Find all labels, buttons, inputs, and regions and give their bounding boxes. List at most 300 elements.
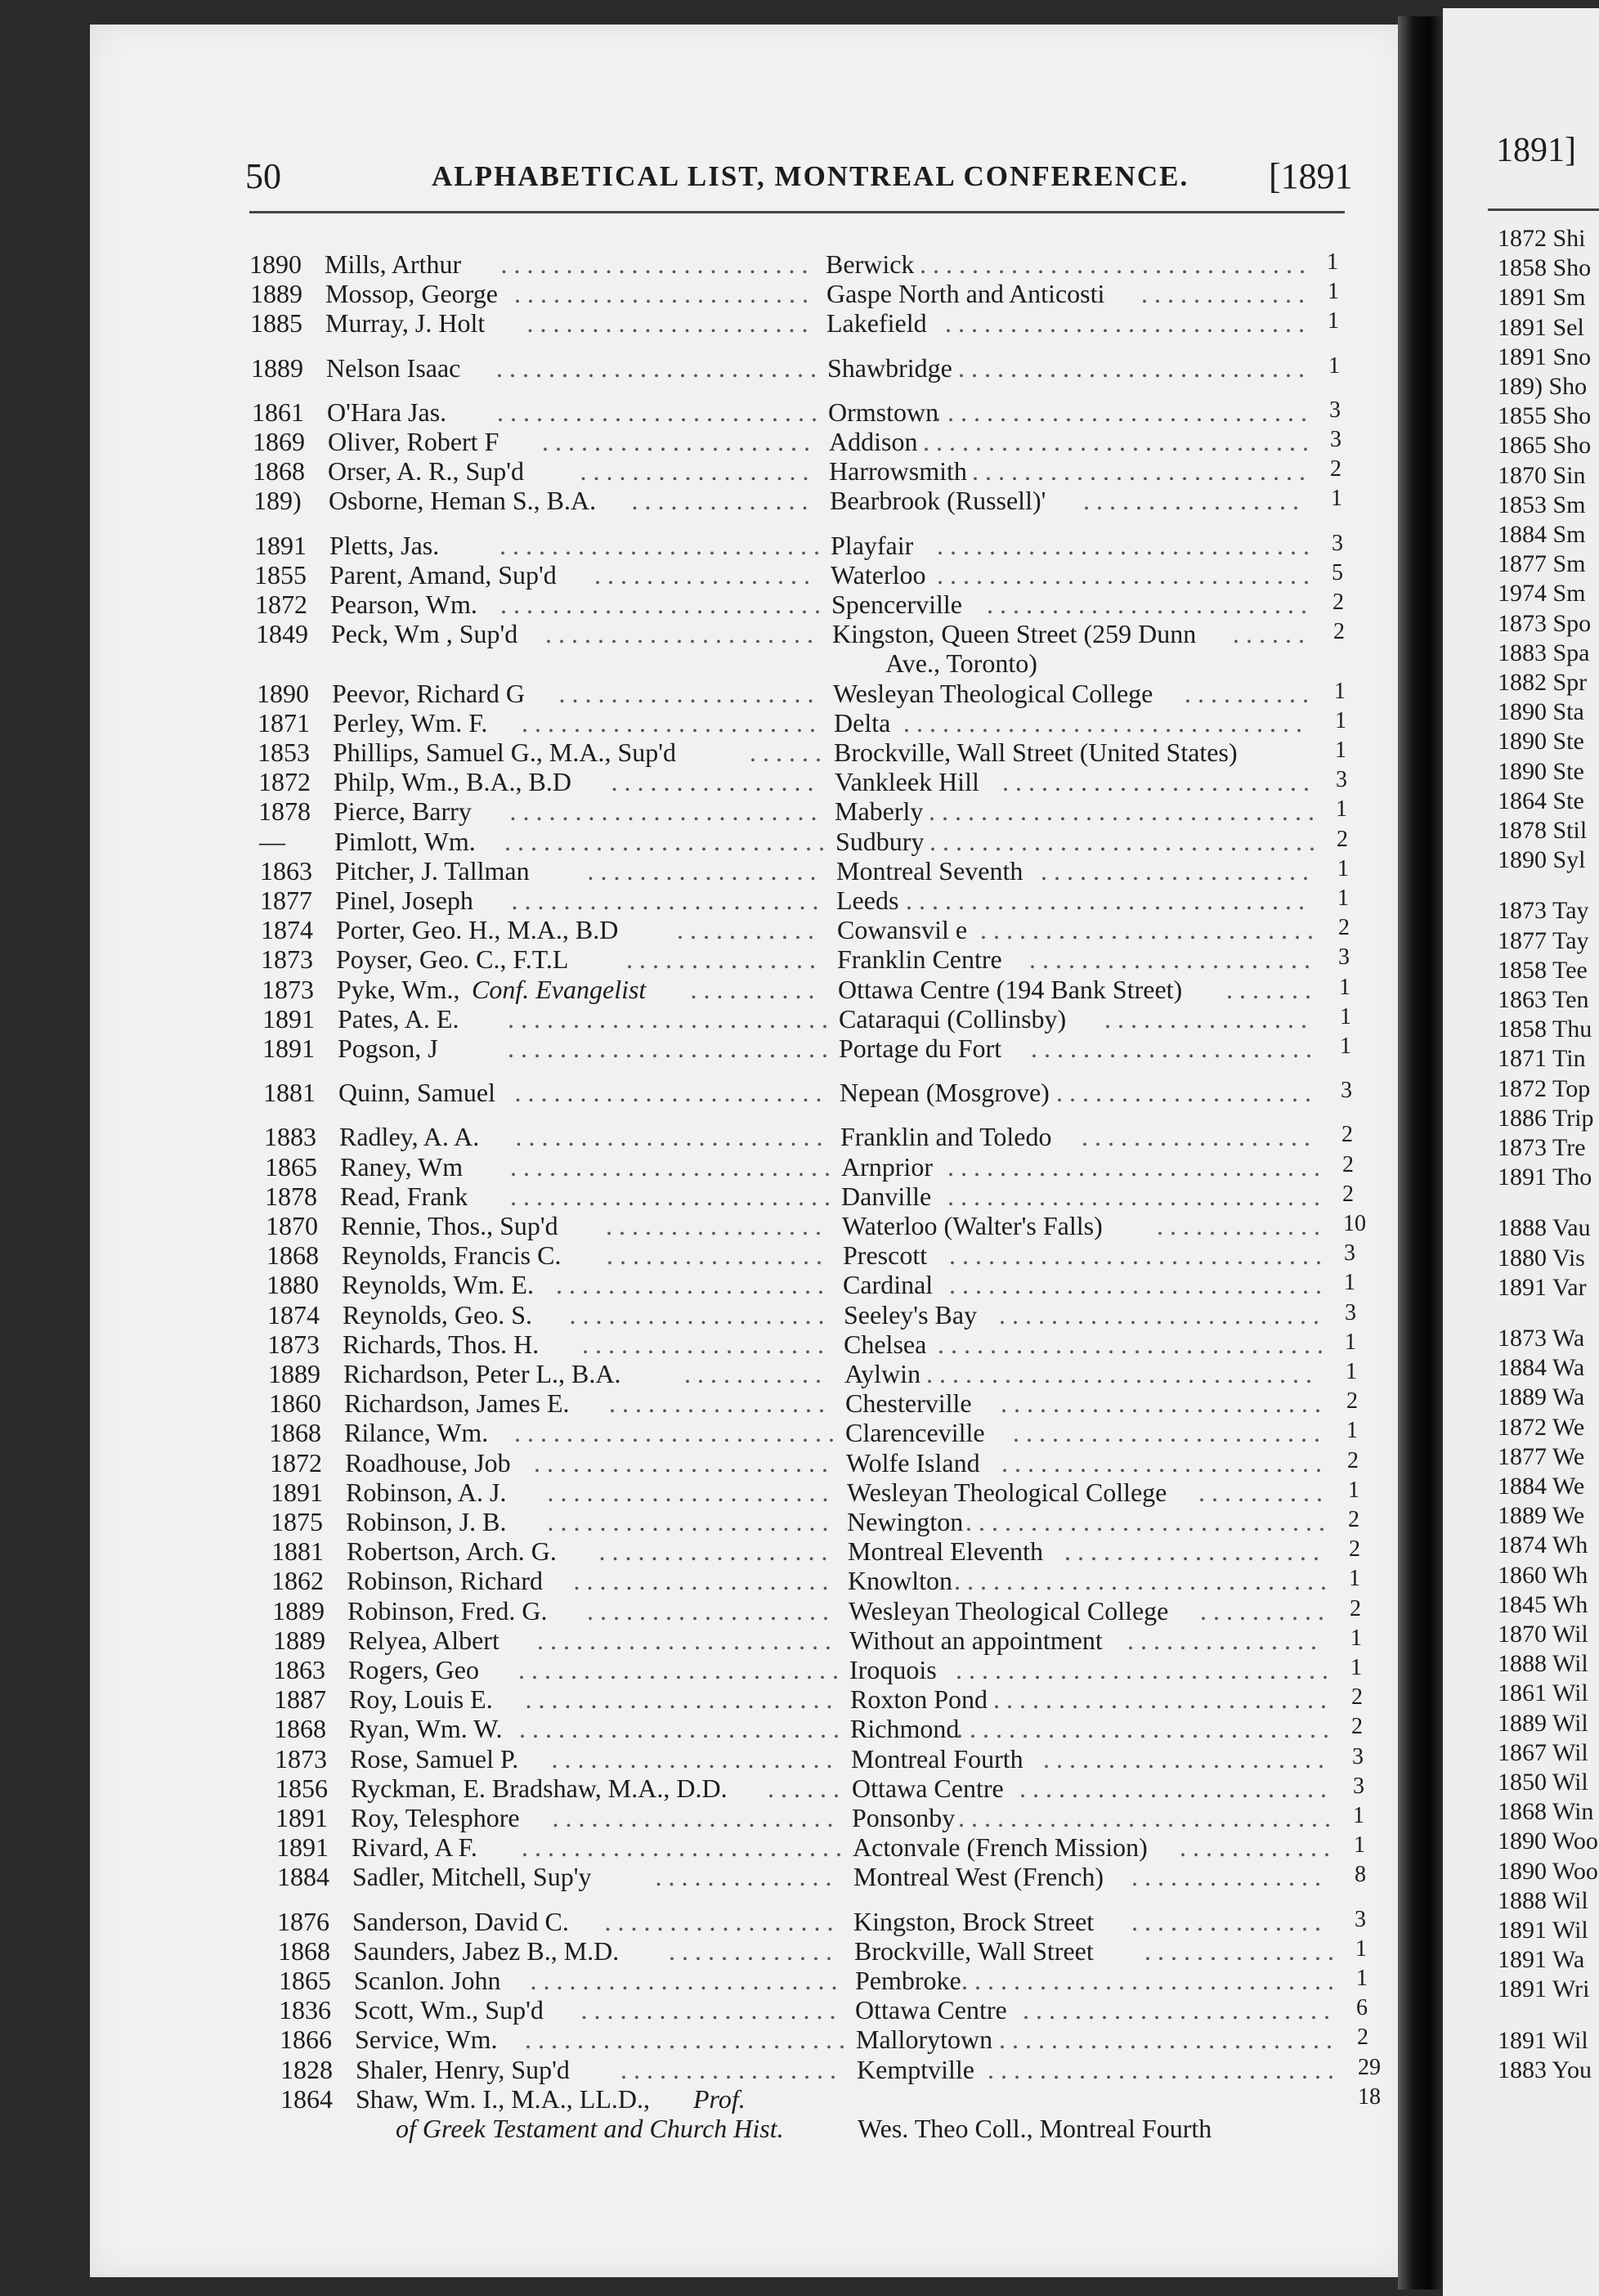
leader-dots: . . . . . . . . . . . . . . . .	[1104, 1003, 1307, 1034]
entry-years-count: 1	[1331, 486, 1342, 512]
list-item	[250, 308, 1346, 338]
leader-dots: . . . . . . . . . . . . . . . . . . . . . . . . . . . . .	[954, 1566, 1327, 1596]
list-item	[254, 560, 1350, 590]
leader-dots: . . . . . . . . . . . . . . . . . . . . . . . .	[500, 249, 808, 279]
list-item	[269, 1418, 1364, 1447]
entry-name: Pinel, Joseph	[335, 886, 473, 915]
entry-name: Reynolds, Geo. S.	[343, 1299, 532, 1330]
entry-name: Ryckman, E. Bradshaw, M.A., D.D.	[351, 1773, 728, 1803]
entry-circuit: Ormstown	[828, 397, 939, 427]
leader-dots: . . . . . . . . . . . .	[1180, 1832, 1330, 1863]
list-item	[273, 1655, 1368, 1684]
entry-name: Orser, A. R., Sup'd	[328, 456, 525, 487]
right-list-item: 1889 Wa	[1498, 1383, 1585, 1411]
list-item	[260, 856, 1355, 886]
leader-dots: . . . . . . . . . . . . . . .	[1131, 1906, 1321, 1936]
entry-circuit: Kemptville	[857, 2054, 974, 2084]
entry-year: —	[259, 826, 285, 856]
entry-circuit: Clarenceville	[845, 1418, 985, 1448]
entry-years-count: 2	[1342, 1151, 1354, 1177]
list-item	[265, 1152, 1360, 1182]
entry-circuit: Harrowsmith	[829, 456, 967, 487]
entry-name: Pimlott, Wm.	[334, 826, 476, 856]
entry-circuit: Playfair	[831, 530, 914, 560]
right-list-item: 1880 Vis	[1498, 1244, 1585, 1271]
right-list-item: 1886 Trip	[1498, 1104, 1594, 1132]
entry-year: 1870	[266, 1211, 318, 1240]
leader-dots: . . . . . . . . . . . . . . . . . . . . . . . . . . . . . . .	[906, 886, 1305, 915]
entry-name: Pitcher, J. Tallman	[335, 855, 530, 886]
list-item	[269, 1388, 1364, 1418]
entry-years-count: 2	[1350, 1595, 1361, 1621]
entry-name: Peck, Wm , Sup'd	[331, 619, 518, 649]
entry-year: 1868	[269, 1418, 321, 1448]
leader-dots: . . . . . . . . . . . . . . . . . . . . . . . . . . . .	[965, 1507, 1325, 1536]
entry-circuit: Seeley's Bay	[844, 1299, 978, 1330]
leader-dots: . . . . . . . . . . . . . . . . . . . . .	[545, 619, 813, 649]
leader-dots: . . . . . . . . . . . . . . . . . . . . . . . . .	[1001, 1388, 1321, 1419]
leader-dots: . . . . . . . . . . . . . . . . . . . . . . . . .	[508, 1034, 828, 1063]
entry-years-count: 3	[1332, 530, 1343, 556]
leader-dots: . . . . . . . . . . . . . . . . . .	[604, 1906, 834, 1936]
leader-dots: . . . . . . . . . . . . . . . . . .	[1082, 1122, 1310, 1152]
entry-years-count: 3	[1355, 1906, 1366, 1932]
right-list-item: 1874 Wh	[1498, 1531, 1588, 1559]
leader-dots: . . . . . . . . . . . . . . . . . . . . . .	[1043, 1743, 1324, 1774]
entry-circuit: Cardinal	[843, 1270, 934, 1300]
entry-years-count: 1	[1328, 308, 1339, 334]
list-item	[261, 944, 1356, 974]
entry-circuit: Wesleyan Theological College	[833, 678, 1153, 708]
leader-dots: . . . . . . . . . . . . . . . . . . . . . . . .	[1023, 1995, 1330, 2025]
leader-dots: . . . . . . . . . . . . . . . . . . . . . . .	[514, 279, 808, 309]
entry-name: Robinson, Richard	[347, 1566, 543, 1596]
leader-dots: . . . . . . . . . . . . . . . . . . . .	[573, 1566, 829, 1596]
list-item	[275, 1803, 1371, 1832]
leader-dots: . . . . . . . . . . . . . . . . . . . . . . .	[537, 1625, 831, 1655]
entry-years-count: 1	[1350, 1655, 1362, 1680]
leader-dots: . . . . . . . . . . . . . . . . . . . . . . . . .	[504, 826, 825, 856]
right-list-item: 1891 Wil	[1498, 2026, 1588, 2054]
leader-dots: . . . . . . . . . . . . . . . . . . . . . . . . .	[500, 590, 821, 619]
entry-years-count: 1	[1328, 279, 1339, 305]
entry-year: 1863	[260, 855, 312, 886]
leader-dots: . . . . . . . . . . . . . . . . . . . .	[1064, 1536, 1319, 1567]
right-list-item: 1873 Wa	[1498, 1325, 1585, 1352]
entry-year: 1868	[266, 1240, 319, 1271]
entry-name: Mills, Arthur	[325, 249, 462, 279]
list-item	[255, 590, 1350, 619]
entry-circuit: Roxton Pond	[850, 1684, 988, 1715]
entry-circuit: Spencerville	[831, 590, 962, 619]
entry-years-count: 1	[1353, 1803, 1364, 1828]
entry-circuit: Lakefield	[826, 308, 927, 339]
entry-circuit: Without an appointment	[849, 1625, 1103, 1655]
entry-name: Raney, Wm	[340, 1151, 464, 1182]
leader-dots: . . . . . . . . . . . . . . . . . .	[587, 855, 817, 886]
entry-years-count: 2	[1342, 1181, 1354, 1207]
entry-name: Shaler, Henry, Sup'd	[356, 2054, 570, 2084]
right-list-item: 1871 Tin	[1498, 1045, 1586, 1073]
entry-year: 1889	[250, 279, 302, 309]
entry-year: 1872	[270, 1447, 322, 1478]
entry-circuit: Aylwin	[844, 1359, 921, 1388]
entry-years-count: 3	[1341, 1078, 1352, 1104]
entry-years-count: 2	[1333, 619, 1345, 645]
leader-dots: . . . . . . . . . . . . . . . . . . . . . .	[1031, 1034, 1312, 1063]
entry-circuit: Montreal Seventh	[836, 855, 1023, 886]
entry-years-count: 1	[1340, 1003, 1351, 1029]
page-title: ALPHABETICAL LIST, MONTREAL CONFERENCE.	[432, 160, 1189, 192]
list-item	[266, 1270, 1362, 1299]
leader-dots: . . . . . . . . . . . . . . . . . . . . .	[1041, 855, 1309, 886]
entry-years-count: 1	[1336, 796, 1347, 823]
entry-name: Sadler, Mitchell, Sup'y	[352, 1862, 592, 1892]
right-list-item: 1884 Sm	[1498, 521, 1586, 548]
entry-circuit: Richmond	[850, 1714, 960, 1744]
entry-years-count: 8	[1355, 1862, 1366, 1888]
entry-year: 1869	[253, 427, 305, 456]
leader-dots: . . . . . . . . . . . . . . . . . . . . . . . . . . . . .	[947, 1181, 1320, 1211]
entry-year: 1883	[264, 1122, 316, 1152]
leader-dots: . . . . . . . . . . . . . . . . . . . . . . . . .	[497, 397, 817, 427]
list-item	[268, 1359, 1364, 1388]
entry-year: 1865	[279, 1966, 331, 1995]
header-rule	[249, 211, 1345, 213]
entry-year: 1849	[256, 619, 308, 649]
entry-years-count: 2	[1357, 2025, 1368, 2051]
leader-dots: . . . . . . . . . . . . . . . . . . . . . .	[547, 1507, 829, 1536]
entry-year: 1861	[252, 397, 304, 427]
leader-dots: . . . . . . . . . . . . . . . . . . . . . .	[547, 1477, 829, 1507]
entry-name: Pates, A. E.	[338, 1003, 459, 1034]
entry-name-continuation: of Greek Testament and Church Hist.	[396, 2114, 784, 2143]
leader-dots: . . . . . . . . . . . . . . . . . . . .	[558, 678, 814, 708]
right-list-item: 1974 Sm	[1498, 580, 1586, 608]
entry-circuit: Iroquois	[849, 1655, 937, 1684]
list-item	[279, 1995, 1374, 2025]
entry-name: Rose, Samuel P.	[350, 1743, 519, 1774]
entry-circuit: Gaspe North and Anticosti	[826, 279, 1105, 309]
entry-circuit: Cataraqui (Collinsby)	[839, 1003, 1067, 1034]
entry-name: Robinson, Fred. G.	[347, 1595, 548, 1626]
entry-year: 1872	[255, 590, 307, 619]
leader-dots: . . . . . . . . . . . . . . . . . .	[580, 456, 809, 487]
leader-dots: . . . . . . . . . . . . . . . . . . .	[582, 1329, 824, 1359]
entry-circuit: Wesleyan Theological College	[847, 1477, 1167, 1507]
entry-name: Relyea, Albert	[348, 1625, 499, 1655]
leader-dots: . . . . . . . . . . . . . . . . . . . . . . . .	[530, 1966, 838, 1995]
entry-name: Osborne, Heman S., B.A.	[329, 486, 597, 516]
entry-years-count: 2	[1351, 1714, 1363, 1740]
right-list-item: 1890 Sta	[1498, 698, 1584, 726]
right-list-item: 1891 Wa	[1498, 1946, 1585, 1974]
entry-year: 1880	[266, 1270, 319, 1300]
entry-name: Nelson Isaac	[326, 352, 461, 383]
entry-years-count: 2	[1351, 1684, 1363, 1711]
leader-dots: . . . . . . . . . . . . . .	[631, 486, 808, 516]
leader-dots: . . . . . . . . . . . . . . . . .	[594, 559, 810, 590]
leader-dots: . . . . . . . . . . . . . . .	[1127, 1625, 1317, 1655]
leader-dots: . . . . . . . . . . . . . . . . . . . . . . . . . . . . . .	[920, 249, 1306, 279]
entry-year: 1865	[265, 1151, 317, 1182]
right-list-item: 1858 Tee	[1498, 956, 1588, 984]
entry-year: 1873	[275, 1743, 327, 1774]
list-item	[253, 427, 1348, 456]
leader-dots: . . . . . . . . . . . . . . . . .	[607, 1240, 822, 1271]
leader-dots: . . . . . . . . . . . . . . . . . . . . . . .	[522, 707, 816, 738]
list-item	[271, 1507, 1366, 1536]
entry-name: Radley, A. A.	[339, 1122, 480, 1152]
leader-dots: . . . . . . . . . . . . . . . . . . . . . . . . . . .	[988, 2054, 1334, 2084]
list-item	[279, 1966, 1374, 1995]
leader-dots: . . . . . . . . . . . . . . . . . . . . . . . . . . . . .	[949, 1270, 1322, 1300]
right-list-item: 1863 Ten	[1498, 986, 1589, 1013]
right-list-item: 1858 Sho	[1498, 254, 1592, 282]
right-list-item: 1877 Tay	[1498, 926, 1589, 954]
list-item	[277, 1862, 1373, 1891]
leader-dots: . . . . . . . . . . . . . . . . .	[620, 2054, 836, 2084]
right-list-item: 1877 We	[1498, 1442, 1585, 1470]
entry-name: Pierce, Barry	[334, 796, 472, 827]
right-list-item: 1891 Var	[1498, 1273, 1587, 1301]
entry-name: Richardson, Peter L., B.A.	[343, 1359, 621, 1388]
entry-circuit: Bearbrook (Russell)'	[830, 486, 1046, 516]
entry-year: 1871	[258, 707, 310, 738]
entry-years-count: 1	[1327, 249, 1338, 275]
leader-dots: . . . . . .	[768, 1773, 840, 1803]
leader-dots: . . . . . . . . . . . . . . . . . . . . . . . . . . . .	[945, 308, 1305, 339]
entry-years-count: 1	[1348, 1477, 1359, 1503]
list-item	[253, 486, 1349, 515]
leader-dots: . . . . . . . . . . . . . . . . . . . . . . . . .	[510, 1151, 831, 1182]
entry-year: 1874	[267, 1299, 320, 1330]
entry-year: 1860	[269, 1388, 321, 1419]
book-gutter	[1398, 16, 1443, 2289]
list-item	[257, 679, 1352, 708]
entry-year: 1889	[273, 1625, 325, 1655]
list-item	[273, 1626, 1368, 1655]
entry-name: Ryan, Wm. W.	[349, 1714, 503, 1744]
leader-dots: . . . . . . . . . . . . . . . . . . . . . . . . . . . . . .	[923, 427, 1309, 456]
page-year: [1891	[1269, 156, 1353, 196]
leader-dots: . . . . . . . . . . . . . . . . . . . . . . . .	[515, 1122, 823, 1152]
entry-year: 1881	[263, 1078, 316, 1108]
right-list-item: 1888 Vau	[1498, 1214, 1591, 1242]
leader-dots: . . . . . . . . . . . . . . . . . . . . . . . . .	[514, 1418, 835, 1448]
right-list-item: 1890 Woo	[1498, 1857, 1598, 1885]
entry-circuit: Chelsea	[844, 1329, 927, 1359]
entry-year: 1889	[268, 1359, 320, 1388]
list-item	[271, 1478, 1366, 1507]
entry-year: 1868	[278, 1935, 330, 1966]
entry-name: Murray, J. Holt	[325, 308, 486, 339]
leader-dots: . . . . . . . . . . . . . . . . . . . . . . . . . . . . .	[956, 1714, 1329, 1744]
leader-dots: . . . . . . . . . . . . . . . . . . . . .	[542, 427, 810, 456]
entry-name: Reynolds, Francis C.	[342, 1240, 562, 1271]
right-header-rule	[1488, 209, 1599, 211]
leader-dots: . . . . . . . . . . . . . . . . . . . . . . . .	[1013, 1418, 1320, 1448]
list-item	[262, 1034, 1358, 1063]
entry-circuit-continuation: Ave., Toronto)	[885, 648, 1037, 679]
leader-dots: . . . . . . . . . . . . . . . . . . . . . .	[1029, 944, 1310, 975]
entry-circuit: Waterloo (Walter's Falls)	[842, 1211, 1103, 1240]
entry-name: Shaw, Wm. I., M.A., LL.D.,	[356, 2083, 650, 2114]
entry-name: Reynolds, Wm. E.	[342, 1270, 534, 1300]
entry-year: 1875	[271, 1507, 323, 1536]
leader-dots: . . . . . . .	[1226, 974, 1311, 1004]
right-list-item: 1891 Wri	[1498, 1975, 1590, 2003]
entry-name: Robinson, A. J.	[346, 1477, 507, 1507]
list-item	[271, 1566, 1367, 1595]
entry-circuit: Ottawa Centre	[852, 1773, 1004, 1803]
leader-dots: . . . . . . . . . . . . . . .	[1144, 1935, 1334, 1966]
entry-year: 1836	[279, 1995, 331, 2025]
entry-year: 1885	[250, 308, 302, 339]
entry-name: Pyke, Wm.,	[337, 974, 460, 1004]
entry-circuit-continuation: Wes. Theo Coll., Montreal Fourth	[858, 2114, 1212, 2143]
leader-dots: . . . . . . . . . . . . . . . . . . . . . . . .	[1019, 1773, 1327, 1803]
list-item	[264, 1122, 1359, 1151]
entry-year: 1891	[254, 530, 307, 560]
entry-circuit: Kingston, Queen Street (259 Dunn	[832, 619, 1197, 649]
leader-dots: . . . . . . . . . . . . . . . . . . . . . . . . .	[518, 1655, 839, 1684]
right-list-item: 1868 Win	[1498, 1798, 1594, 1826]
leader-dots: . . . . . .	[750, 738, 822, 767]
leader-dots: . . . . . . . . . . . . .	[1157, 1211, 1320, 1240]
right-list-item: 1855 Sho	[1498, 402, 1592, 430]
leader-dots: . . . . . . . . . . . . . . . . . . . . . . . . . . . . . .	[926, 1359, 1312, 1388]
entry-name: Rilance, Wm.	[344, 1418, 489, 1448]
leader-dots: . . . . . . . . . . . . . . . . . . . . . . . . . . . . . . .	[903, 707, 1302, 738]
right-list-item: 1873 Tre	[1498, 1134, 1586, 1161]
entry-years-count: 5	[1332, 559, 1343, 585]
right-list-item: 1890 Ste	[1498, 728, 1584, 756]
list-item	[258, 767, 1354, 796]
leader-dots: . . . . . . . . . . . . . . . . . . . . . . . . . . . . .	[937, 530, 1310, 560]
leader-dots: . . . . . . . . . . . . . . . . . . . . . .	[552, 1803, 834, 1832]
entry-years-count: 1	[1337, 855, 1349, 881]
list-item	[258, 708, 1353, 738]
list-item	[259, 827, 1355, 856]
entry-circuit: Danville	[841, 1181, 932, 1211]
entry-years-count: 3	[1352, 1743, 1364, 1769]
entry-name: Rivard, A F.	[352, 1832, 477, 1863]
right-list-item: 1891 Sno	[1498, 343, 1592, 370]
entry-year: 1891	[276, 1832, 329, 1863]
leader-dots: . . . . . . . . . . . . . . . . . . . . . .	[526, 308, 808, 339]
right-list-item: 1883 Spa	[1498, 639, 1590, 666]
leader-dots: . . . . . . . . . . . . .	[1141, 279, 1305, 309]
right-list-item: 1883 You	[1498, 2056, 1592, 2083]
entry-name: Robertson, Arch. G.	[347, 1536, 557, 1567]
right-list-item: 1891 Sm	[1498, 284, 1586, 312]
entry-year: 1891	[262, 1003, 315, 1034]
list-item	[274, 1714, 1369, 1743]
entry-circuit: Brockville, Wall Street (United States)	[834, 738, 1238, 767]
right-list-item: 1888 Wil	[1498, 1650, 1588, 1678]
leader-dots: . . . . . . . . . . . . . . . . . . . . . . . .	[1002, 767, 1310, 797]
list-item	[261, 915, 1356, 944]
entry-name: Scott, Wm., Sup'd	[354, 1995, 544, 2025]
list-item	[280, 2083, 1381, 2114]
entry-year: 1873	[262, 974, 314, 1004]
leader-dots: . . . . . . . . . . . . . . . . . . . . . .	[551, 1743, 833, 1774]
entry-circuit: Franklin and Toledo	[840, 1122, 1052, 1152]
leader-dots: . . . . . . . . . . . . . . . . . . . . . . . .	[514, 1078, 822, 1108]
entry-year: 1891	[275, 1803, 328, 1832]
entry-years-count: 2	[1347, 1447, 1359, 1473]
entry-year: 1873	[267, 1329, 320, 1359]
leader-dots: . . . . . . . . . . . . . . . . . . . . . . . . . .	[980, 915, 1314, 945]
entry-circuit: Knowlton	[848, 1566, 952, 1596]
leader-dots: . . . . . . . . . . . . . . . . . . . . . . . . . .	[972, 456, 1306, 487]
list-item	[249, 249, 1345, 279]
leader-dots: . . . . . . . . . . . . . . . . . . . . . . . . .	[496, 352, 817, 383]
entry-name: Mossop, George	[325, 279, 498, 309]
entry-years-count: 2	[1341, 1122, 1353, 1148]
right-list-item: 1872 Shi	[1498, 225, 1586, 252]
entry-years-count: 2	[1338, 915, 1350, 941]
leader-dots: . . . . . . . . . . . . . . . . . . . . . . . . .	[999, 1299, 1319, 1330]
entry-year: 1878	[265, 1181, 317, 1211]
entry-years-count: 2	[1349, 1536, 1360, 1563]
entry-year: 1891	[262, 1034, 315, 1063]
right-list-item: 1891 Sel	[1498, 313, 1584, 341]
entry-years-count: 1	[1335, 738, 1346, 763]
leader-dots: . . . . . . . . . . . . . . . . . . . . . . . . .	[525, 2025, 845, 2055]
entry-years-count: 3	[1338, 944, 1350, 971]
right-list-item: 1861 Wil	[1498, 1679, 1588, 1707]
leader-dots: . . . . . . . . . . . . . . . . .	[609, 1388, 825, 1419]
entry-years-count: 1	[1340, 1034, 1351, 1059]
leader-dots: . . . . . . . . . . . . . . . . .	[606, 1211, 822, 1240]
list-item	[266, 1240, 1362, 1270]
entry-years-count: 2	[1332, 590, 1344, 615]
entry-name: Quinn, Samuel	[338, 1078, 495, 1108]
leader-dots: . . . . . . . . . . . . .	[669, 1935, 832, 1966]
entry-year: 1877	[260, 886, 312, 915]
entry-year: 189)	[253, 486, 302, 516]
leader-dots: . . . . . . . . . . .	[677, 915, 814, 945]
entry-name: Roy, Telesphore	[351, 1803, 520, 1832]
leader-dots: . . . . . . . . . . . . . . . . . . . . . . . . . .	[999, 2025, 1332, 2055]
entry-name: Phillips, Samuel G., M.A., Sup'd	[333, 738, 677, 767]
right-page-header: 1891]	[1496, 132, 1576, 169]
leader-dots: . . . . . . . . . .	[1200, 1595, 1324, 1626]
page-number: 50	[245, 156, 281, 196]
right-list-item: 1891 Tho	[1498, 1164, 1592, 1191]
entry-circuit: Brockville, Wall Street	[854, 1935, 1094, 1966]
right-list-item: 1872 We	[1498, 1413, 1585, 1441]
entry-name-title: Prof.	[693, 2083, 746, 2114]
leader-dots: . . . . . . . . . . . . . . . . . . . . . . .	[534, 1447, 828, 1478]
entry-name: Pogson, J	[338, 1034, 438, 1063]
leader-dots: . . . . . . . . . . . . . . . . . . . . . . . . . . . . .	[961, 1966, 1334, 1995]
list-item	[275, 1774, 1371, 1803]
list-item	[266, 1211, 1366, 1240]
entry-year: 1873	[261, 944, 313, 975]
entry-year: 1855	[254, 559, 307, 590]
entry-circuit: Mallorytown	[856, 2025, 993, 2055]
entry-circuit: Shawbridge	[827, 352, 952, 383]
entry-year: 1866	[280, 2025, 332, 2055]
entry-years-count: 1	[1354, 1832, 1365, 1859]
entry-circuit: Montreal Eleventh	[848, 1536, 1044, 1567]
right-list-item: 1865 Sho	[1498, 432, 1592, 460]
list-item	[280, 2054, 1381, 2084]
entry-year: 1856	[275, 1773, 328, 1803]
